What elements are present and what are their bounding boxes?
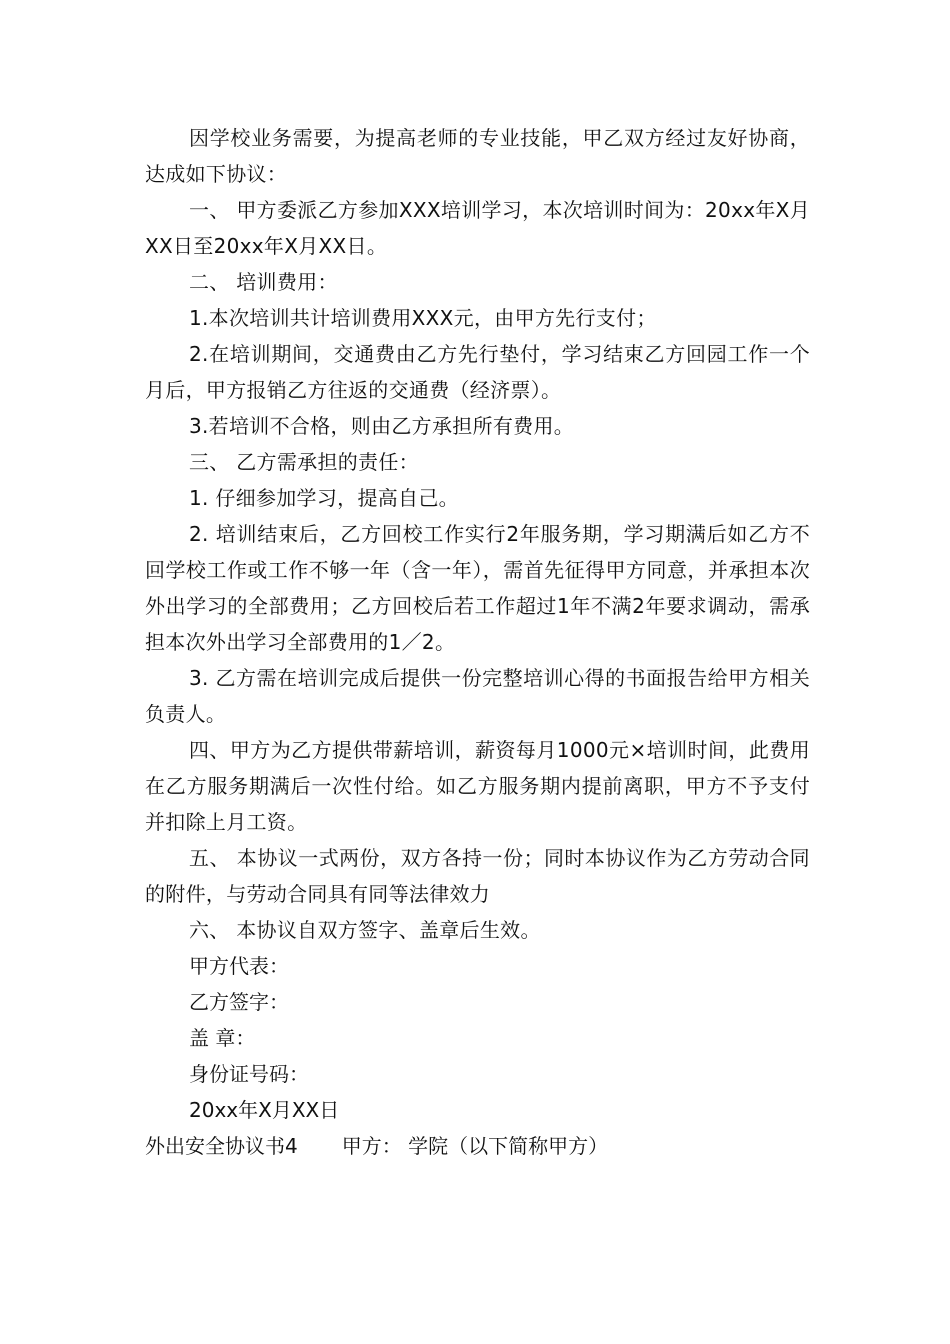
paragraph-clause-3-item-3: 3. 乙方需在培训完成后提供一份完整培训心得的书面报告给甲方相关负责人。 <box>145 666 810 726</box>
signature-id-number: 身份证号码： <box>189 1062 309 1086</box>
paragraph-clause-6: 六、 本协议自双方签字、盖章后生效。 <box>189 918 541 942</box>
paragraph-clause-3-item-2: 2. 培训结束后，乙方回校工作实行2年服务期，学习期满后如乙方不回学校工作或工作不够一年（含一年），需首先征得甲方同意，并承担本次外出学习的全部费用；乙方回校后若工作超过1年不满2年要求调动，需承担本次外出学习全部费用的1／2。 <box>145 522 810 654</box>
paragraph-clause-2: 二、 培训费用： <box>189 270 338 294</box>
next-document-heading <box>145 1128 810 1164</box>
signature-date: 20xx年X月XX日 <box>189 1098 340 1122</box>
paragraph-intro: 因学校业务需要，为提高老师的专业技能，甲乙双方经过友好协商，达成如下协议： <box>145 126 810 186</box>
signature-party-b: 乙方签字： <box>189 990 289 1014</box>
next-document-title: 外出安全协议书4 <box>145 1134 298 1158</box>
paragraph-clause-1: 一、 甲方委派乙方参加XXX培训学习，本次培训时间为：20xx年X月XX日至20xx年X月XX日。 <box>145 198 810 258</box>
paragraph-clause-2-item-2: 2.在培训期间，交通费由乙方先行垫付，学习结束乙方回园工作一个月后，甲方报销乙方往返的交通费（经济票）。 <box>145 342 810 402</box>
paragraph-clause-2-item-3: 3.若培训不合格，则由乙方承担所有费用。 <box>189 414 575 438</box>
document-body <box>145 120 810 1164</box>
paragraph-clause-3-item-1: 1. 仔细参加学习，提高自己。 <box>189 486 459 510</box>
paragraph-clause-3: 三、 乙方需承担的责任： <box>189 450 419 474</box>
paragraph-clause-5: 五、 本协议一式两份，双方各持一份；同时本协议作为乙方劳动合同的附件，与劳动合同具有同等法律效力 <box>145 846 810 906</box>
signature-party-a: 甲方代表： <box>189 954 289 978</box>
paragraph-clause-4: 四、甲方为乙方提供带薪培训，薪资每月1000元×培训时间，此费用在乙方服务期满后一次性付给。如乙方服务期内提前离职，甲方不予支付并扣除上月工资。 <box>145 738 810 834</box>
paragraph-clause-2-item-1: 1.本次培训共计培训费用XXX元，由甲方先行支付； <box>189 306 657 330</box>
signature-seal: 盖 章： <box>189 1026 256 1050</box>
next-document-party: 甲方： 学院（以下简称甲方） <box>341 1134 609 1158</box>
